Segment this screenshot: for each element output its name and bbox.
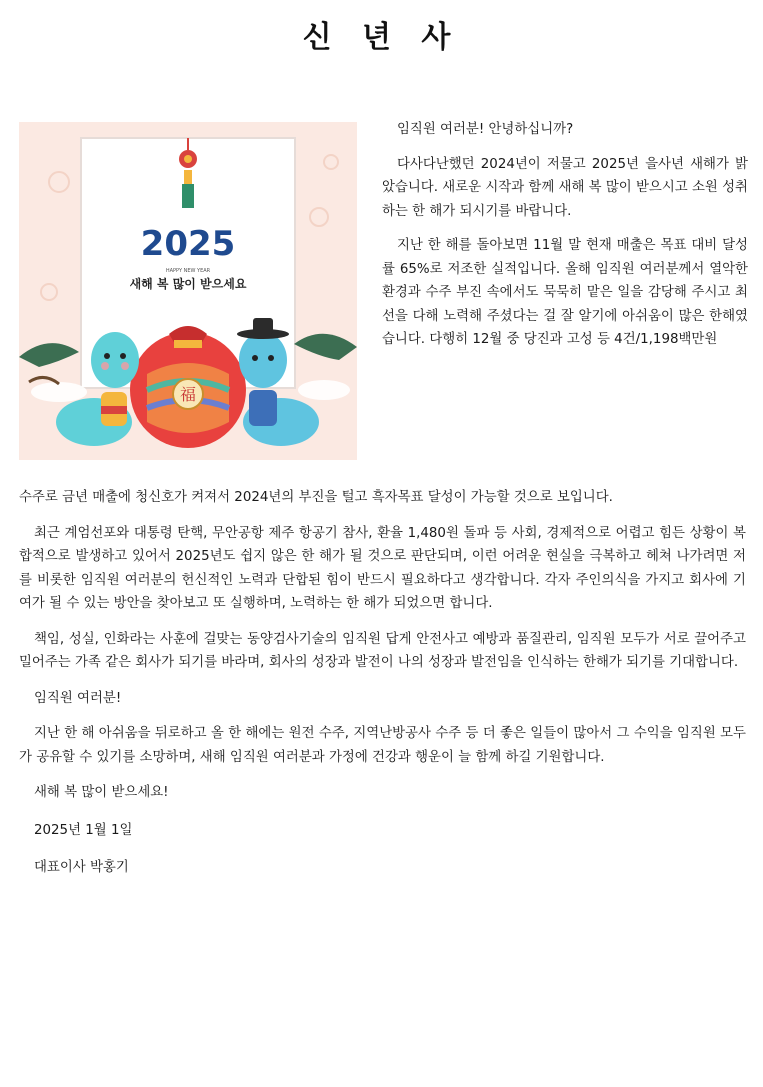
snake-left-eye xyxy=(104,353,110,359)
ornament-bead xyxy=(184,170,192,184)
closing-line: 새해 복 많이 받으세요! xyxy=(34,785,169,800)
paragraph-1: 다사다난했던 2024년이 저물고 2025년 을사년 새해가 밝았습니다. 새로운 시작과 함께 새해 복 많이 받으시고 소원 성취하는 한 해가 되시기를 바랍니다. xyxy=(382,156,748,219)
snake-right-eye xyxy=(252,355,258,361)
illustration-subtitle-en: HAPPY NEW YEAR xyxy=(165,268,211,274)
greeting: 임직원 여러분! 안녕하십니까? xyxy=(397,122,574,137)
paragraph-4: 책임, 성실, 인화라는 사훈에 걸맞는 동양검사기술의 임직원 답게 안전사고 예방과 품질관리, 임직원 모두가 서로 끌어주고 밀어주는 가족 같은 회사가 되기를 바라며, 회사의 성장과 발전이 나의 성장과 발전임을 인식하는 한해가 되기를 기대합니다. xyxy=(19,631,746,670)
snake-left-cheek xyxy=(101,362,109,370)
paragraph-5: 지난 한 해 아쉬움을 뒤로하고 올 한 해에는 원전 수주, 지역난방공사 수주 등 더 좋은 일들이 많아서 그 수익을 임직원 모두가 공유할 수 있기를 소망하며, 새해 임직원 여러분과 가정에 건강과 행운이 늘 함께 하길 기원합니다. xyxy=(19,726,746,765)
body-text xyxy=(19,486,746,894)
cloud xyxy=(31,382,87,402)
snake-right-head xyxy=(239,332,287,388)
snake-right-hanbok xyxy=(249,390,277,426)
ornament-center xyxy=(184,155,192,163)
signature-line: 대표이사 박홍기 xyxy=(34,860,129,875)
snake-left-head xyxy=(91,332,139,388)
paragraph-2b: 수주로 금년 매출에 청신호가 켜져서 2024년의 부진을 털고 흑자목표 달성이 가능할 것으로 보입니다. xyxy=(19,490,613,505)
bag-tie xyxy=(174,340,202,348)
signature-block xyxy=(19,781,746,880)
address-line: 임직원 여러분! xyxy=(34,690,122,706)
snake-left-eye xyxy=(120,353,126,359)
paragraph-3: 최근 계엄선포와 대통령 탄핵, 무안공항 제주 항공기 참사, 환율 1,480원 돌파 등 사회, 경제적으로 어렵고 힘든 상황이 복합적으로 발생하고 있어서 2025년도 쉽지 않은 한 해가 될 것으로 판단되며, 이런 어려운 현실을 극복하고 헤쳐 나가려면 저를 비롯한 임직원 여러분의 헌신적인 노력과 단합된 힘이 반드시 필요하다고 생각합니다. 각자 주인의식을 가지고 회사에 기여가 될 수 있는 방안을 찾아보고 또 실행하며, 노력하는 한 해가 되었으면 합니다. xyxy=(19,525,746,611)
snake-right-eye xyxy=(268,355,274,361)
snake-left-cheek xyxy=(121,362,129,370)
illustration-year: 2025 xyxy=(140,224,236,264)
bag-character: 福 xyxy=(179,385,197,404)
paragraph-2a: 지난 한 해를 돌아보면 11월 말 현재 매출은 목표 대비 달성률 65%로 저조한 실적입니다. 올해 임직원 여러분께서 열악한 환경과 수주 부진 속에서도 묵묵히 맡은 일을 감당해 주시고 최선을 다해 노력해 주셨다는 걸 잘 알기에 아쉬움이 많은 한해였습니다. 다행히 12월 중 당진과 고성 등 4건/1,198백만원 xyxy=(382,238,748,347)
snake-left-sash xyxy=(101,406,127,414)
new-year-illustration-svg xyxy=(19,122,357,460)
new-year-illustration xyxy=(19,122,357,460)
cloud xyxy=(298,380,350,400)
page-title: 신 년 사 xyxy=(302,20,461,55)
gat-hat-crown xyxy=(253,318,273,334)
intro-column xyxy=(382,118,748,363)
ornament-tassel xyxy=(182,184,194,208)
date-line: 2025년 1월 1일 xyxy=(34,822,133,838)
illustration-subtitle-ko: 새해 복 많이 받으세요 xyxy=(129,277,247,291)
